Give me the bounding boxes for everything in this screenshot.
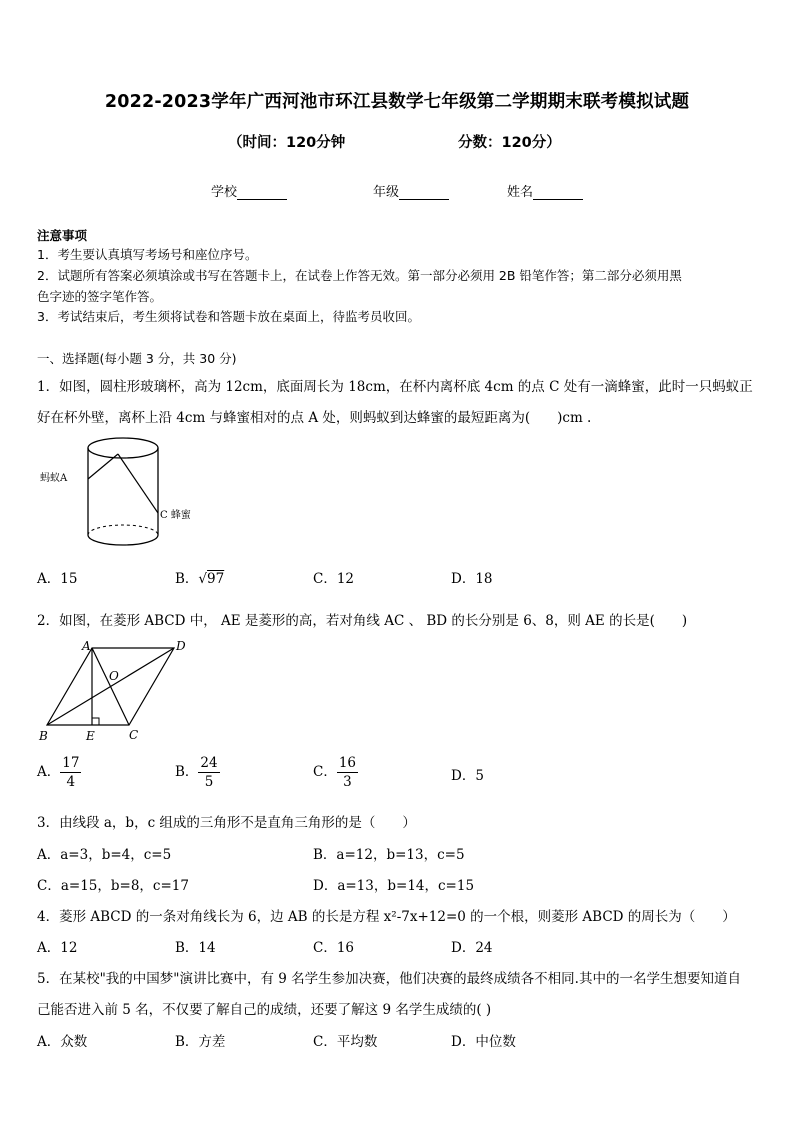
q4-option-a[interactable]: A．12	[37, 940, 78, 956]
q2-label-a: A	[82, 639, 91, 653]
q1-option-d[interactable]: D．18	[451, 571, 493, 587]
note-item: 3．考试结束后，考生须将试卷和答题卡放在桌面上，待监考员收回。	[37, 309, 420, 324]
name-field	[507, 181, 583, 200]
q3-option-c[interactable]: C．a=15，b=8，c=17	[37, 878, 189, 894]
q5-text-line2: 己能否进入前 5 名，不仅要了解自己的成绩，还要了解这 9 名学生成绩的( )	[37, 1002, 492, 1018]
sqrt-icon: √	[198, 571, 208, 587]
q1-label-honey: C 蜂蜜	[160, 510, 191, 521]
q4-text: 4．菱形 ABCD 的一条对角线长为 6，边 AB 的长是方程 x²-7x+12=0 的一个根，则菱形 ABCD 的周长为（ ）	[37, 909, 736, 925]
q1-cylinder-figure	[36, 435, 216, 555]
q2-label-c: C	[129, 728, 139, 742]
q4-option-d[interactable]: D．24	[451, 940, 493, 956]
q5-option-a[interactable]: A．众数	[37, 1034, 88, 1050]
q2-option-b[interactable]	[175, 754, 220, 791]
q5-text-line1: 5．在某校"我的中国梦"演讲比赛中，有 9 名学生参加决赛，他们决赛的最终成绩各不相同.其中的一名学生想要知道自	[37, 971, 741, 987]
school-label: 学校	[211, 185, 238, 200]
q2-label-d: D	[176, 639, 186, 653]
q1-option-b-label: B．	[175, 571, 199, 587]
q1-text-line1: 1．如图，圆柱形玻璃杯，高为 12cm，底面周长为 18cm，在杯内离杯底 4cm 的点 C 处有一滴蜂蜜，此时一只蚂蚁正	[37, 379, 753, 395]
q2-option-a-fraction: $\frac{17}{4}$	[62, 755, 80, 790]
q5-option-d[interactable]: D．中位数	[451, 1034, 516, 1050]
q2-option-d[interactable]: D．5	[451, 768, 484, 784]
q2-label-b: B	[39, 729, 48, 743]
exam-title: 2022-2023学年广西河池市环江县数学七年级第二学期期末联考模拟试题	[104, 92, 690, 112]
q3-option-b[interactable]: B．a=12，b=13，c=5	[313, 847, 465, 863]
exam-score: 分数：120分）	[458, 135, 561, 151]
notes-title: 注意事项	[37, 228, 88, 243]
q2-option-a[interactable]	[37, 754, 81, 791]
q1-label-ant: 蚂蚁A	[40, 473, 68, 484]
q3-option-a[interactable]: A．a=3，b=4，c=5	[37, 847, 172, 863]
q2-rhombus-figure	[34, 636, 204, 746]
school-blank	[237, 186, 287, 200]
exam-time: （时间：120分钟	[228, 135, 346, 151]
q2-option-c-label: C．	[313, 764, 337, 780]
q2-option-c-fraction: $\frac{16}{3}$	[338, 755, 357, 790]
q1-text-line2: 好在杯外壁，离杯上沿 4cm 与蜂蜜相对的点 A 处，则蚂蚁到达蜂蜜的最短距离为( )cm .	[37, 410, 592, 426]
q2-option-c[interactable]	[313, 754, 358, 791]
q2-option-b-label: B．	[175, 764, 199, 780]
q2-option-b-fraction: $\frac{24}{5}$	[200, 755, 218, 790]
q3-text: 3．由线段 a，b，c 组成的三角形不是直角三角形的是（ ）	[37, 815, 416, 831]
section-heading: 一、选择题(每小题 3 分，共 30 分)	[37, 351, 237, 366]
q5-option-b[interactable]: B．方差	[175, 1034, 226, 1050]
q2-text-line1: 2．如图，在菱形 ABCD 中， AE 是菱形的高，若对角线 AC 、 BD 的长分别是 6、8，则 AE 的长是( )	[37, 613, 688, 629]
note-item: 2．试题所有答案必须填涂或书写在答题卡上，在试卷上作答无效。第一部分必须用 2B 铅笔作答；第二部分必须用黑	[37, 268, 682, 283]
name-label: 姓名	[507, 185, 534, 200]
q2-label-o: O	[109, 669, 119, 683]
q2-label-e: E	[86, 729, 95, 743]
note-item: 1．考生要认真填写考场号和座位序号。	[37, 247, 258, 262]
q1-option-a[interactable]: A．15	[37, 571, 78, 587]
q4-option-b[interactable]: B．14	[175, 940, 216, 956]
grade-label: 年级	[373, 185, 400, 200]
school-field	[211, 181, 287, 200]
q4-option-c[interactable]: C．16	[313, 940, 355, 956]
q1-option-b-value: 97	[207, 571, 225, 587]
q2-option-a-label: A．	[37, 764, 61, 780]
name-blank	[533, 186, 583, 200]
q5-option-c[interactable]: C．平均数	[313, 1034, 378, 1050]
q3-option-d[interactable]: D．a=13，b=14，c=15	[313, 878, 475, 894]
grade-blank	[399, 186, 449, 200]
q1-option-b[interactable]	[175, 567, 224, 587]
note-item: 色字迹的签字笔作答。	[37, 289, 163, 304]
grade-field	[373, 181, 449, 200]
q1-option-c[interactable]: C．12	[313, 571, 355, 587]
